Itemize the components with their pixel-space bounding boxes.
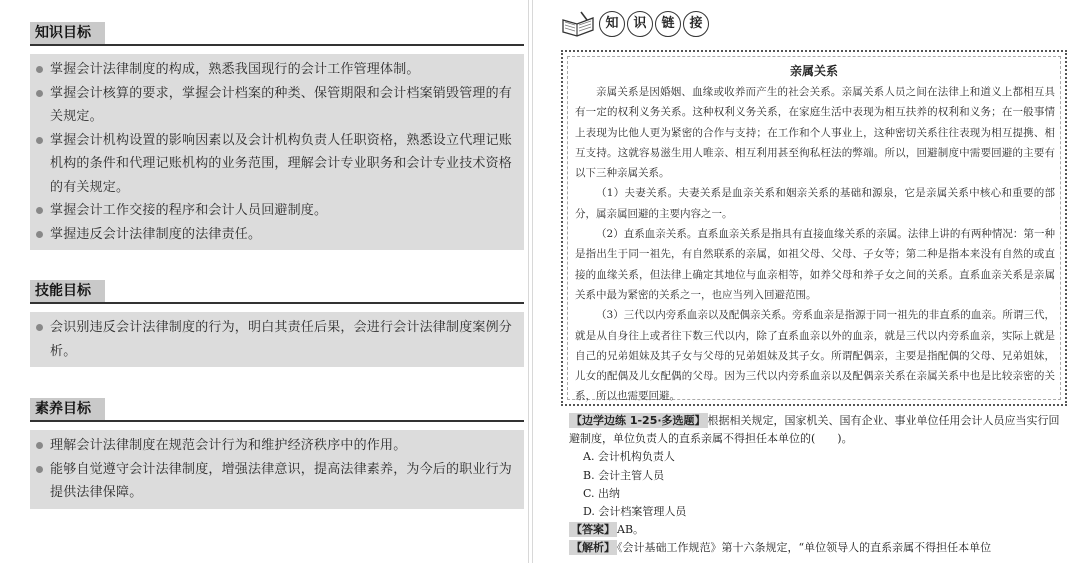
section-title: 素养目标: [30, 398, 105, 420]
item-text: 会识别违反会计法律制度的行为，明白其责任后果，会进行会计法律制度案例分析。: [50, 320, 513, 359]
header-char: 接: [683, 11, 709, 37]
answer-tag: 【答案】: [571, 523, 615, 537]
header-char: 链: [655, 11, 681, 37]
list-item: [36, 58, 516, 82]
item-text: 掌握会计机构设置的影响因素以及会计机构负责人任职资格，熟悉设立代理记账机构的条件和代理记账机构的业务范围，理解会计专业职务和会计专业技术资格的有关规定。: [50, 132, 513, 195]
bullet-icon: [36, 466, 43, 473]
option-b: B. 会计主管人员: [583, 468, 665, 482]
header-title: [599, 11, 709, 37]
analysis-tag: 【解析】: [571, 541, 615, 555]
box-paragraph: 亲属关系是因婚姻、血缘或收养而产生的社会关系。亲属关系人员之间在法律上和道义上都相互具有一定的权利义务关系。这种权利义务关系，在家庭生活中表现为相互扶养的权利和义务；在一般事情上表现为比他人更为紧密的合作与支持；在工作和个人事业上，这种密切关系往往表现为相互提携、相互支持。这就容易滋生用人唯亲、相互利用甚至徇私枉法的弊端。所以，回避制度中需要回避的主要有以下三种亲属关系。: [575, 86, 1055, 180]
option-d: D. 会计档案管理人员: [583, 505, 687, 519]
option-a: A. 会计机构负责人: [583, 450, 675, 464]
item-text: 掌握会计核算的要求，掌握会计档案的种类、保管期限和会计档案销毁管理的有关规定。: [50, 85, 513, 124]
box-title: 亲属关系: [789, 64, 838, 78]
open-book-icon: [561, 10, 595, 40]
list-item: [36, 199, 516, 223]
exercise-question: [569, 412, 1069, 448]
section-header: [30, 22, 524, 46]
section-skill-goals: [30, 280, 524, 367]
item-text: 理解会计法律制度在规范会计行为和维护经济秩序中的作用。: [50, 438, 407, 453]
question-text: 根据相关规定，国家机关、国有企业、事业单位任用会计人员应当实行回避制度，单位负责人的直系亲属不得担任本单位的( )。: [569, 414, 1060, 446]
section-body: [30, 430, 524, 509]
knowledge-box: [561, 50, 1067, 406]
section-title: 知识目标: [30, 22, 105, 44]
analysis-line: [569, 539, 1069, 557]
header-char: 知: [599, 11, 625, 37]
box-paragraph: （2）直系血亲关系。直系血亲关系是指具有直接血缘关系的亲属。法律上讲的有两种情况：第一种是指出生于同一祖先，有自然联系的亲属，如祖父母、父母、子女等；第二种是指本来没有自然的或直接的血缘关系，但法律上确定其地位与血亲相等，如养父母和养子女之间的关系。直系血亲关系是亲属关系中最为紧密的关系之一，也应当列入回避范围。: [575, 228, 1055, 301]
bullet-icon: [36, 231, 43, 238]
right-page: [532, 0, 1080, 563]
section-knowledge-goals: [30, 22, 524, 250]
answer-line: [569, 521, 1069, 539]
item-text: 掌握会计工作交接的程序和会计人员回避制度。: [50, 203, 328, 218]
header-char: 识: [627, 11, 653, 37]
list-item: [36, 434, 516, 458]
section-header: [30, 398, 524, 422]
list-item: [36, 82, 516, 129]
exercise-block: [569, 412, 1069, 558]
section-header: [30, 280, 524, 304]
section-body: [30, 312, 524, 367]
bullet-icon: [36, 442, 43, 449]
box-paragraph: （1）夫妻关系。夫妻关系是血亲关系和姻亲关系的基础和源泉，它是亲属关系中核心和重要的部分，属亲属回避的主要内容之一。: [575, 187, 1055, 220]
item-text: 能够自觉遵守会计法律制度，增强法律意识，提高法律素养，为今后的职业行为提供法律保障。: [50, 461, 513, 500]
answer-text: AB。: [617, 523, 645, 537]
item-text: 掌握违反会计法律制度的法律责任。: [50, 226, 262, 242]
list-item: [36, 458, 516, 505]
exercise-tag: 【边学边练 1-25·多选题】: [571, 414, 706, 427]
list-item: [36, 129, 516, 200]
knowledge-link-header: [561, 6, 761, 42]
item-text: 掌握会计法律制度的构成，熟悉我国现行的会计工作管理体制。: [50, 62, 420, 77]
list-item: [36, 316, 516, 363]
bullet-icon: [36, 90, 43, 97]
option-c: C. 出纳: [583, 486, 621, 500]
box-paragraph: （3）三代以内旁系血亲以及配偶亲关系。旁系血亲是指源于同一祖先的非直系的血亲。所谓三代，就是从自身往上或者往下数三代以内，除了直系血亲以外的血亲，就是三代以内旁系血亲，实际上就是自己的兄弟姐妹及其子女与父母的兄弟姐妹及其子女。所谓配偶亲，主要是指配偶的父母、兄弟姐妹，儿女的配偶及儿女配偶的父母。因为三代以内旁系血亲以及配偶亲关系在亲属关系中也是比较亲密的关系，所以也需要回避。: [575, 309, 1055, 403]
section-literacy-goals: [30, 398, 524, 509]
section-body: [30, 54, 524, 250]
left-page: [0, 0, 529, 563]
bullet-icon: [36, 137, 43, 144]
analysis-text: 《会计基础工作规范》第十六条规定，“单位领导人的直系亲属不得担任本单位: [617, 541, 992, 555]
box-text: [575, 82, 1055, 407]
bullet-icon: [36, 66, 43, 73]
bullet-icon: [36, 207, 43, 214]
bullet-icon: [36, 324, 43, 331]
section-title: 技能目标: [30, 280, 105, 302]
list-item: [36, 223, 516, 247]
